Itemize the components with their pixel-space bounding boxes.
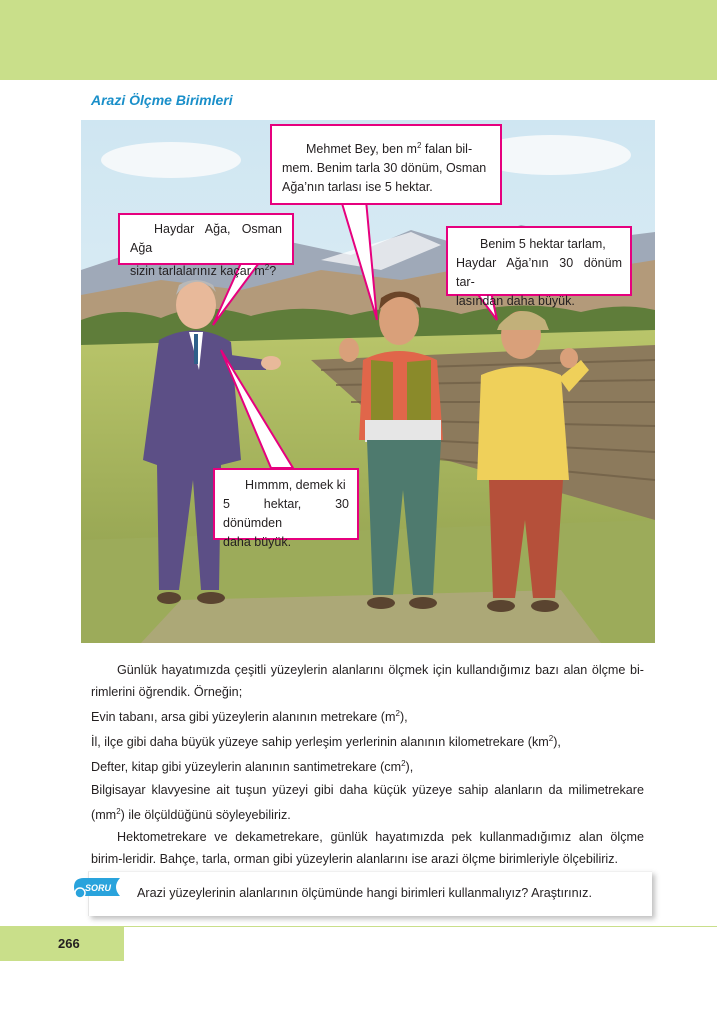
text-run: ), [553, 735, 561, 750]
speech-bubble-haydar [118, 213, 294, 279]
question-badge [72, 876, 124, 898]
question-text: Arazi yüzeylerinin alanlarının ölçümünde hangi birimleri kullanmalıyız? Araştırınız. [137, 886, 592, 900]
body-text [91, 659, 644, 870]
paragraph [91, 703, 644, 728]
section-title: Arazi Ölçme Birimleri [91, 92, 233, 108]
top-header-band [0, 0, 717, 80]
text-run: İl, ilçe gibi daha büyük yüzeye sahip yerleşim yerlerinin alanının kilometrekare (km [91, 735, 549, 750]
superscript: 2 [416, 141, 422, 150]
speech-bubble-osman [446, 226, 632, 308]
bubble-text: Mehmet Bey, ben m [306, 142, 417, 157]
bubble-text: ? [269, 264, 277, 279]
paragraph [91, 753, 644, 778]
bubble-text: mem. Benim tarla 30 dönüm, Osman [282, 161, 487, 176]
bubble-text: sizin tarlalarınız kaçar m [130, 264, 265, 279]
text-run: Defter, kitap gibi yüzeylerin alanının santimetrekare (cm [91, 760, 402, 775]
paragraph: Günlük hayatımızda çeşitli yüzeylerin alanlarını ölçmek için kullandığımız bazı alan ölçme bi-rimlerini öğrendik. Örneğin; [91, 663, 644, 699]
text-run: Evin tabanı, arsa gibi yüzeylerin alanının metrekare (m [91, 710, 396, 725]
bubble-text: daha büyük. [223, 535, 292, 549]
bubble-text: 5 hektar, 30 dönümden [223, 497, 349, 530]
bubble-text: Haydar Ağa, Osman Ağa [130, 222, 282, 255]
text-run: ), [399, 710, 408, 725]
text-run: ), [405, 760, 414, 775]
paragraph [91, 779, 644, 826]
bubble-text: falan bil- [421, 142, 473, 157]
cloud [101, 142, 241, 178]
bubble-text: Benim 5 hektar tarlam, [480, 237, 606, 251]
text-run: Bilgisayar klavyesine ait tuşun yüzeyi gibi daha küçük yüzeye sahip alanların da milimetrekare (mm [91, 782, 644, 822]
bubble-text: lasından daha büyük. [456, 294, 575, 308]
bubble-text: Ağa’nın tarlası ise 5 hektar. [282, 180, 433, 195]
farm-illustration [81, 120, 655, 643]
paragraph [91, 728, 644, 753]
bubble-text: Hımmm, demek ki [245, 478, 346, 492]
page-number: 266 [58, 936, 80, 951]
speech-bubble-hmm [213, 468, 359, 549]
speech-bubble-mehmet [270, 124, 502, 205]
superscript: 2 [116, 806, 121, 816]
superscript: 2 [395, 709, 400, 718]
paragraph: Hektometrekare ve dekametrekare, günlük hayatımızda pek kullanmadığımız alan ölçme birim-leridir. Bahçe, tarla, orman gibi yüzeylerin alanlarını ise arazi ölçme birimleriyle ölçebiliriz. [91, 829, 644, 866]
badge-label: SORU [85, 883, 112, 893]
superscript: 2 [548, 734, 554, 744]
superscript: 2 [401, 759, 406, 769]
text-run: ) ile ölçüldüğünü söyleyebiliriz. [120, 807, 291, 822]
superscript: 2 [264, 263, 270, 272]
bubble-text: Haydar Ağa’nın 30 dönüm tar- [456, 256, 622, 289]
